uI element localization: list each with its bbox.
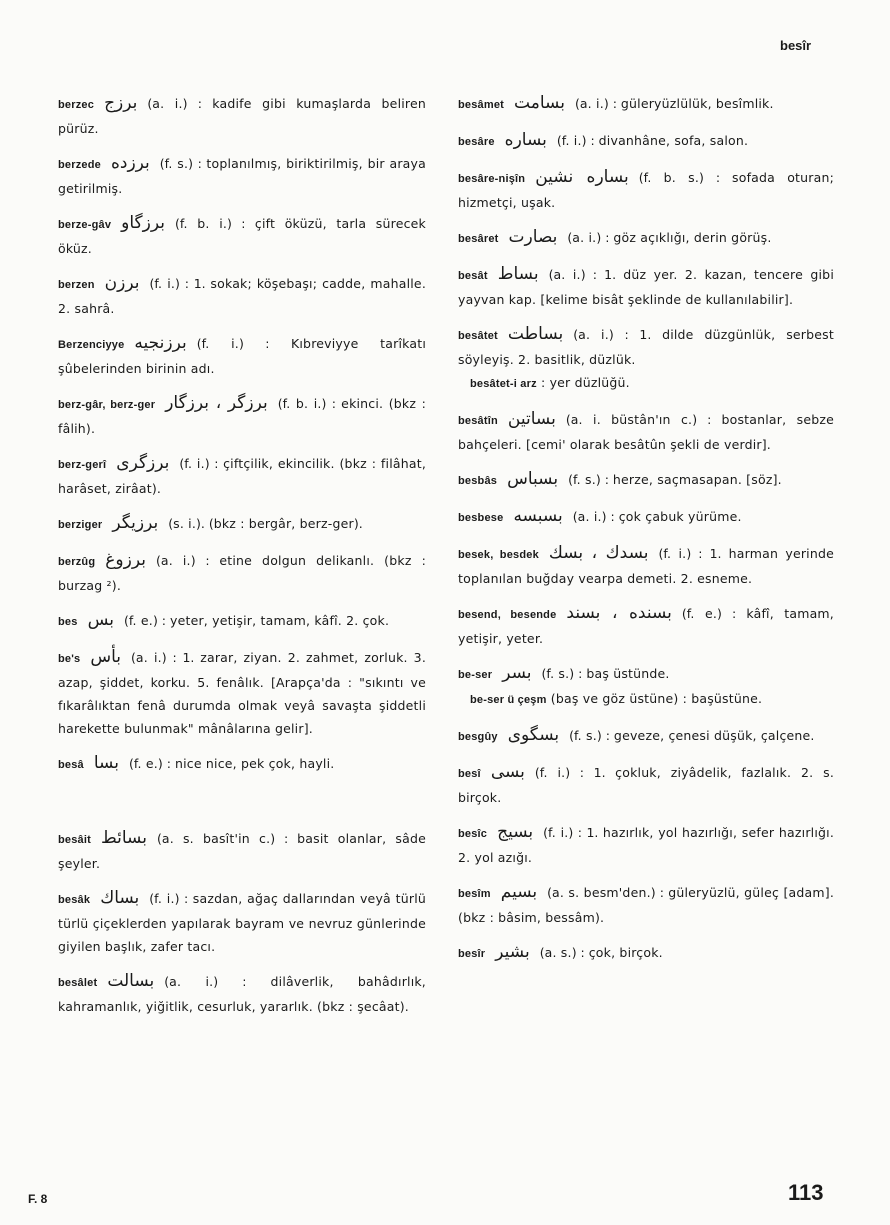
arabic-script: برزگری	[116, 453, 170, 473]
definition: (a. s. basît'in c.) : basit olanlar, sâde şeyler.	[58, 831, 426, 871]
sub-headword: besâtet-i arz	[470, 378, 537, 390]
definition: (f. i.) : Kıbreviyye tarîkatı şûbelerinden birinin adı.	[58, 336, 426, 376]
headword: bes	[58, 616, 78, 628]
arabic-script: بسا	[93, 753, 119, 773]
arabic-script: بساك	[100, 888, 140, 908]
dictionary-entry	[458, 263, 834, 311]
dictionary-entry	[58, 392, 426, 440]
arabic-script: برزوغ	[105, 550, 146, 570]
sub-headword: be-ser ü çeşm	[470, 694, 547, 706]
right-column	[458, 92, 834, 978]
arabic-script: بسدك ، بسك	[548, 543, 649, 563]
headword: berz-gerî	[58, 459, 107, 471]
arabic-script: برزیگر	[112, 513, 159, 533]
arabic-script: برزنجیه	[134, 333, 187, 353]
arabic-script: بسنده ، بسند	[566, 603, 672, 623]
arabic-script: بساط	[497, 264, 539, 284]
definition: (a. i.) : dilâverlik, bahâdırlık, kahramanlık, yiğitlik, cesurluk, yararlık. (bkz : şecâat).	[58, 974, 426, 1014]
dictionary-entry	[458, 602, 834, 650]
arabic-script: برزج	[104, 93, 138, 113]
dictionary-entry	[58, 549, 426, 597]
arabic-script: بس	[87, 610, 114, 630]
arabic-script: بساطت	[507, 324, 564, 344]
arabic-script: بساره نشین	[535, 167, 629, 187]
dictionary-entry	[58, 752, 426, 777]
definition: (f. i.) : sazdan, ağaç dallarından veyâ türlü türlü çiçeklerden yapılarak bayram ve nevruz günlerinde giyilen başlık, zafer tacı.	[58, 891, 426, 954]
arabic-script: بأس	[90, 647, 122, 667]
definition: (f. i.) : 1. sokak; köşebaşı; cadde, mahalle. 2. sahrâ.	[58, 276, 426, 316]
arabic-script: بسائط	[101, 828, 147, 848]
page-header-word: besîr	[780, 38, 812, 53]
arabic-script: برزگاو	[121, 213, 165, 233]
definition: (f. s.) : toplanılmış, biriktirilmiş, bir araya getirilmiş.	[58, 156, 426, 196]
dictionary-entry	[458, 129, 834, 154]
headword: berzen	[58, 279, 95, 291]
sub-entry	[458, 371, 834, 396]
dictionary-entry	[458, 724, 834, 749]
dictionary-entry	[58, 887, 426, 958]
left-column	[58, 92, 426, 1030]
dictionary-entry	[58, 970, 426, 1018]
headword: besbâs	[458, 475, 498, 487]
definition: (a. i.) : kadife gibi kumaşlarda beliren pürüz.	[58, 96, 426, 136]
headword: besîm	[458, 888, 491, 900]
arabic-script: بسیم	[500, 882, 538, 902]
definition: (f. i.) : çiftçilik, ekincilik. (bkz : filâhat, harâset, zirâat).	[58, 456, 426, 496]
arabic-script: بسباس	[507, 469, 559, 489]
headword: berzûg	[58, 556, 96, 568]
headword: berz-gâr, berz-ger	[58, 399, 156, 411]
headword: besâlet	[58, 977, 98, 989]
headword: besgûy	[458, 731, 498, 743]
dictionary-entry	[458, 226, 834, 251]
dictionary-entry	[58, 609, 426, 634]
definition: (f. e.) : nice nice, pek çok, hayli.	[128, 756, 335, 771]
dictionary-entry	[458, 542, 834, 590]
page-number: 113	[788, 1180, 824, 1205]
arabic-script: بسامت	[514, 93, 565, 113]
definition: (a. i. büstân'ın c.) : bostanlar, sebze bahçeleri. [cemi' olarak besâtûn şekli de verdir].	[458, 412, 834, 452]
headword: Berzenciyye	[58, 339, 125, 351]
definition: (a. i.) : çok çabuk yürüme.	[572, 509, 742, 524]
dictionary-entry	[458, 662, 834, 712]
dictionary-entry	[458, 92, 834, 117]
headword: besâret	[458, 233, 499, 245]
column-gap	[58, 789, 426, 827]
dictionary-entry	[58, 512, 426, 537]
definition: (f. s.) : geveze, çenesi düşük, çalçene.	[569, 728, 815, 743]
dictionary-entry	[458, 881, 834, 929]
headword: besâre	[458, 136, 495, 148]
headword: besâtet	[458, 330, 498, 342]
dictionary-entry	[58, 272, 426, 320]
definition: (a. i.) : 1. zarar, ziyan. 2. zahmet, zorluk. 3. azap, şiddet, korku. 5. fenâlık. [Arapça'da : "sıkıntı ve fıkarâlıktan fenâ durumda olmak veyâ savaşta şiddetli harekette bulunmak" mânâlarına gelir].	[58, 650, 426, 736]
sub-definition: : yer düzlüğü.	[540, 375, 630, 390]
arabic-script: بساره	[504, 130, 547, 150]
headword: besâk	[58, 894, 91, 906]
definition: (f. i.) : divanhâne, sofa, salon.	[556, 133, 749, 148]
arabic-script: بسگوی	[507, 725, 560, 745]
dictionary-entry	[458, 468, 834, 493]
arabic-script: بسبسه	[513, 506, 563, 526]
headword: besek, besdek	[458, 549, 539, 561]
dictionary-entry	[58, 152, 426, 200]
definition: (f. s.) : baş üstünde.	[541, 666, 670, 681]
headword: be's	[58, 653, 81, 665]
headword: be-ser	[458, 669, 493, 681]
dictionary-entry	[458, 408, 834, 456]
definition: (f. b. i.) : ekinci. (bkz : fâlih).	[58, 396, 426, 436]
arabic-script: برزگر ، برزگار	[165, 393, 268, 413]
arabic-script: بشیر	[495, 942, 530, 962]
definition: (f. b. s.) : sofada oturan; hizmetçi, uşak.	[458, 170, 834, 210]
dictionary-entry	[58, 646, 426, 740]
headword: besât	[458, 270, 488, 282]
headword: besâit	[58, 834, 91, 846]
dictionary-entry	[458, 166, 834, 214]
dictionary-entry	[458, 323, 834, 396]
headword: besâ	[58, 759, 84, 771]
headword: besâtîn	[458, 415, 498, 427]
arabic-script: بسیج	[497, 822, 534, 842]
dictionary-entry	[458, 761, 834, 809]
dictionary-entry	[458, 941, 834, 966]
arabic-script: بصارت	[508, 227, 558, 247]
definition: (a. i.) : 1. düz yer. 2. kazan, tencere gibi yayvan kap. [kelime bisât şeklinde de kullanılabilir].	[458, 267, 834, 307]
definition: (f. s.) : herze, saçmasapan. [söz].	[568, 472, 782, 487]
arabic-script: بسالت	[107, 971, 155, 991]
dictionary-entry	[58, 827, 426, 875]
headword: besî	[458, 768, 481, 780]
arabic-script: برزن	[104, 273, 140, 293]
headword: besend, besende	[458, 609, 557, 621]
headword: besîc	[458, 828, 488, 840]
definition: (f. e.) : kâfî, tamam, yetişir, yeter.	[458, 606, 834, 646]
arabic-script: برزده	[110, 153, 150, 173]
definition: (a. i.) : güleryüzlülük, besîmlik.	[574, 96, 774, 111]
headword: besîr	[458, 948, 486, 960]
arabic-script: بسر	[502, 663, 532, 683]
dictionary-entry	[58, 332, 426, 380]
sub-entry	[458, 687, 834, 712]
definition: (a. i.) : etine dolgun delikanlı. (bkz : burzag ²).	[58, 553, 426, 593]
sub-definition: (baş ve göz üstüne) : başüstüne.	[550, 691, 763, 706]
definition: (a. i.) : 1. dilde düzgünlük, serbest söyleyiş. 2. basitlik, düzlük.	[458, 327, 834, 367]
definition: (s. i.). (bkz : bergâr, berz-ger).	[168, 516, 363, 531]
headword: berzede	[58, 159, 101, 171]
arabic-script: بسی	[490, 762, 525, 782]
headword: berziger	[58, 519, 103, 531]
definition: (f. i.) : 1. çokluk, ziyâdelik, fazlalık. 2. s. birçok.	[458, 765, 834, 805]
headword: berzec	[58, 99, 95, 111]
headword: besâmet	[458, 99, 505, 111]
dictionary-entry	[458, 821, 834, 869]
dictionary-entry	[58, 92, 426, 140]
definition: (f. b. i.) : çift öküzü, tarla sürecek öküz.	[58, 216, 426, 256]
dictionary-entry	[58, 452, 426, 500]
headword: berze-gâv	[58, 219, 112, 231]
dictionary-entry	[58, 212, 426, 260]
definition: (f. i.) : 1. harman yerinde toplanılan buğday vearpa demeti. 2. esneme.	[458, 546, 834, 586]
definition: (a. i.) : göz açıklığı, derin görüş.	[567, 230, 772, 245]
dictionary-entry	[458, 505, 834, 530]
headword: besbese	[458, 512, 504, 524]
headword: besâre-nişîn	[458, 173, 526, 185]
definition: (a. s.) : çok, birçok.	[539, 945, 663, 960]
definition: (a. s. besm'den.) : güleryüzlü, güleç [adam]. (bkz : bâsim, bessâm).	[458, 885, 834, 925]
arabic-script: بساتین	[507, 409, 556, 429]
definition: (f. e.) : yeter, yetişir, tamam, kâfî. 2. çok.	[123, 613, 390, 628]
signature-mark: F. 8	[28, 1192, 48, 1206]
definition: (f. i.) : 1. hazırlık, yol hazırlığı, sefer hazırlığı. 2. yol azığı.	[458, 825, 834, 865]
